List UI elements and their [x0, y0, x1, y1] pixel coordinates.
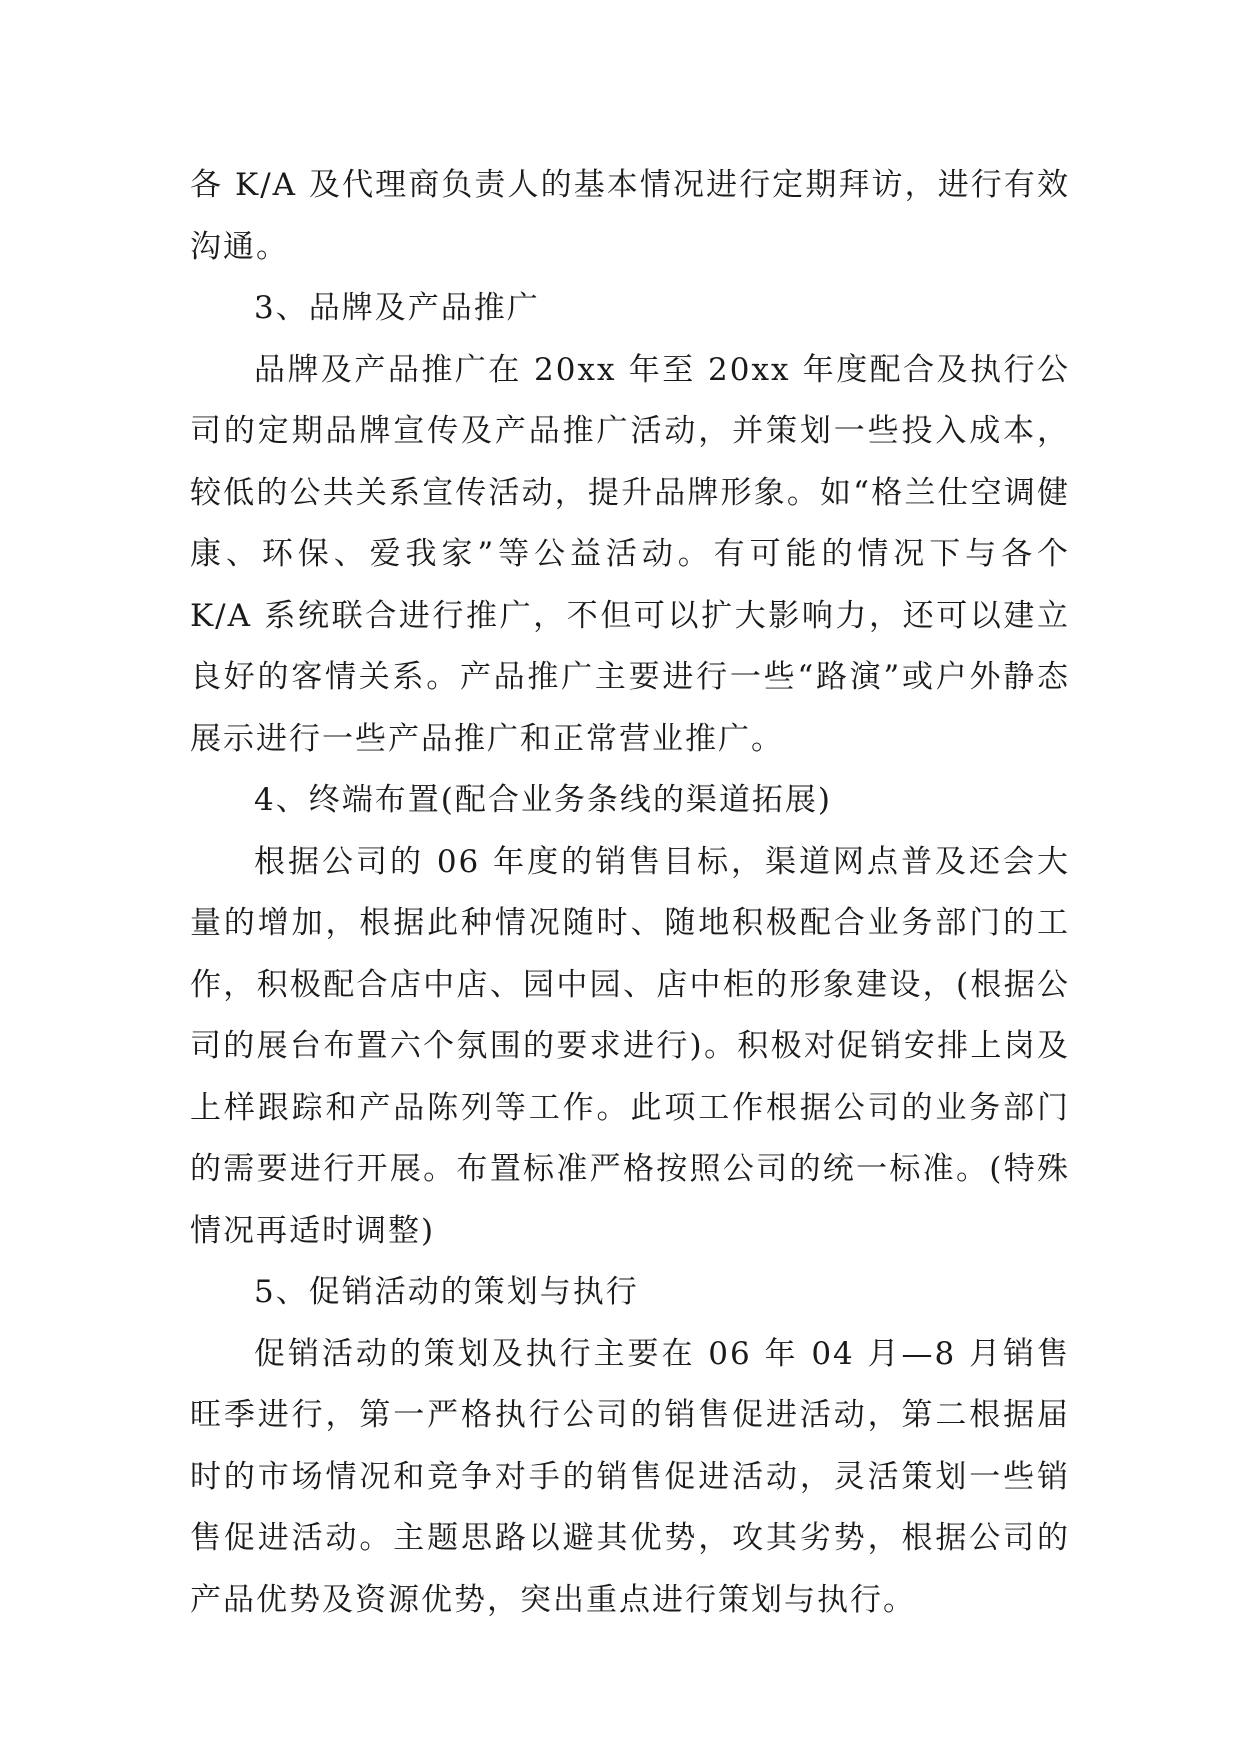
heading-terminal-layout: 4、终端布置(配合业务条线的渠道拓展) [254, 782, 832, 818]
heading-promotion-planning: 5、促销活动的策划与执行 [254, 1274, 639, 1310]
heading-brand-promotion: 3、品牌及产品推广 [254, 290, 540, 326]
paragraph-brand-promotion: 品牌及产品推广在 20xx 年至 20xx 年度配合及执行公司的定期品牌宣传及产品推广活动，并策划一些投入成本，较低的公共关系宣传活动，提升品牌形象。如“格兰仕空调健康、环保、爱我家”等公益活动。有可能的情况下与各个 K/A 系统联合进行推广，不但可以扩大影响力，还可以建立良好的客情关系。产品推广主要进行一些“路演”或户外静态展示进行一些产品推广和正常营业推广。 [190, 351, 1070, 757]
document-body [190, 155, 1070, 1631]
paragraph-ka-visits: 各 K/A 及代理商负责人的基本情况进行定期拜访，进行有效沟通。 [190, 167, 1070, 265]
paragraph-terminal-layout: 根据公司的 06 年度的销售目标，渠道网点普及还会大量的增加，根据此种情况随时、随地积极配合业务部门的工作，积极配合店中店、园中园、店中柜的形象建设，(根据公司的展台布置六个氛围的要求进行)。积极对促销安排上岗及上样跟踪和产品陈列等工作。此项工作根据公司的业务部门的需要进行开展。布置标准严格按照公司的统一标准。(特殊情况再适时调整) [190, 843, 1070, 1249]
paragraph-promotion-planning: 促销活动的策划及执行主要在 06 年 04 月—8 月销售旺季进行，第一严格执行公司的销售促进活动，第二根据届时的市场情况和竞争对手的销售促进活动，灵活策划一些销售促进活动。主题思路以避其优势，攻其劣势，根据公司的产品优势及资源优势，突出重点进行策划与执行。 [190, 1335, 1070, 1618]
